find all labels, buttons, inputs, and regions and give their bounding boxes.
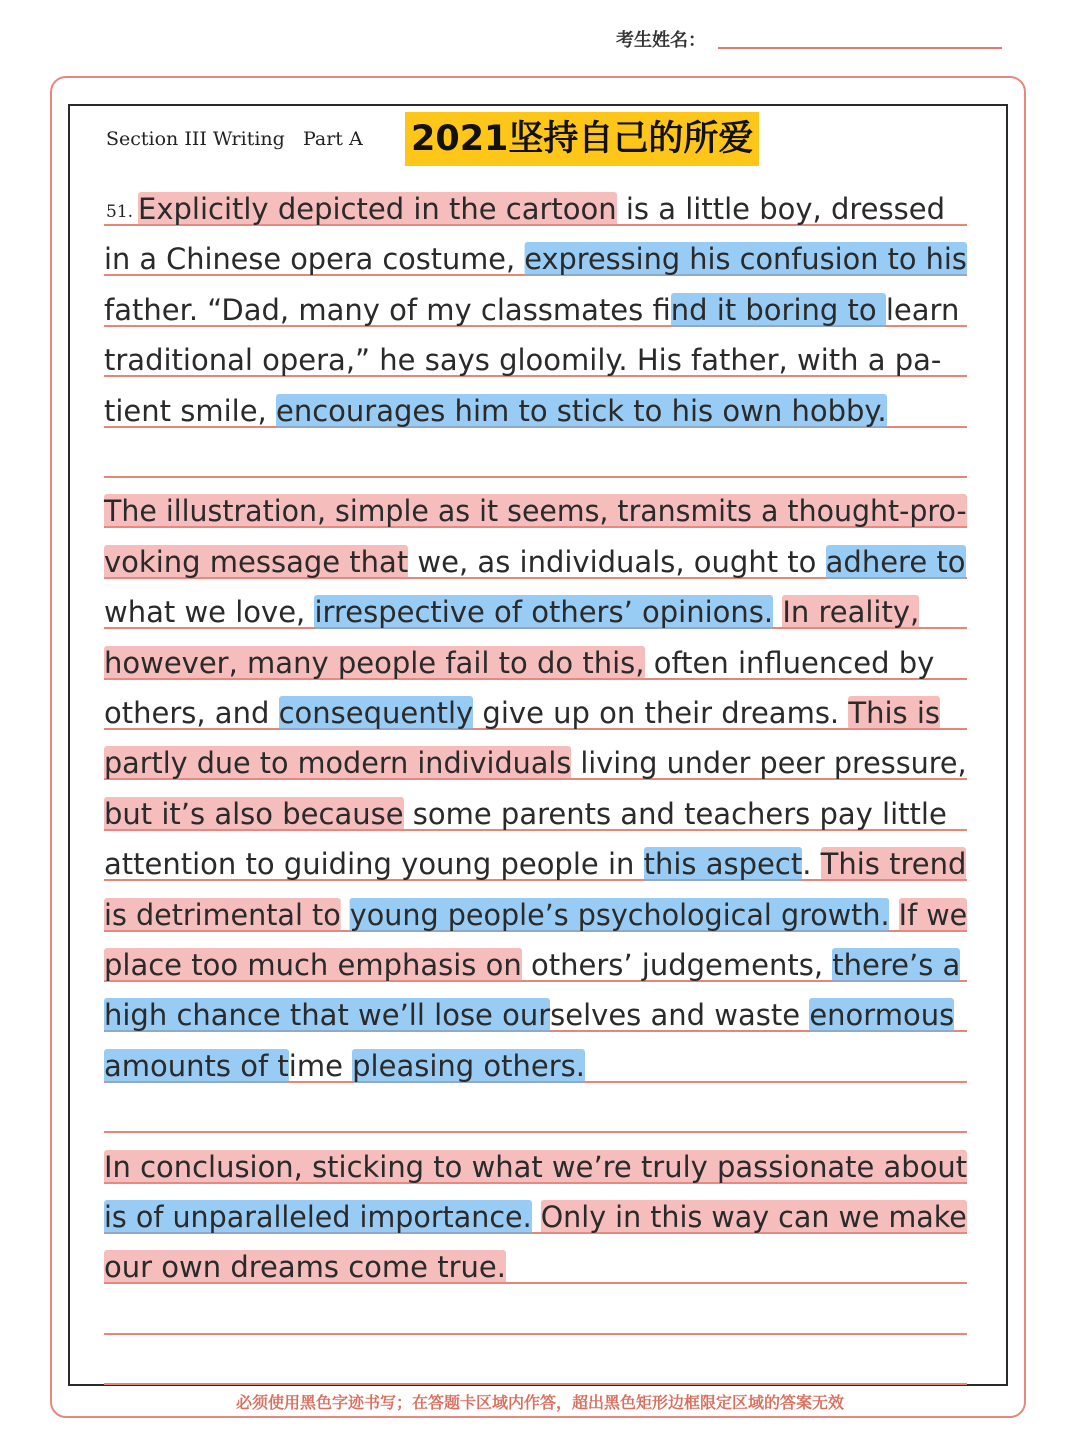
pink-highlight-phrase: If we xyxy=(898,897,968,932)
essay-text xyxy=(341,898,350,932)
blue-highlight-phrase: amounts of t xyxy=(104,1048,289,1083)
essay-line xyxy=(104,1146,966,1188)
blue-highlight-phrase: pleasing others. xyxy=(352,1048,585,1083)
essay-text: we, as individuals, ought to xyxy=(408,544,826,579)
blue-highlight-phrase: enormous xyxy=(809,998,955,1033)
candidate-name-line xyxy=(718,47,1002,49)
pink-highlight-phrase: however, many people fail to do this, xyxy=(104,645,645,680)
blue-highlight-phrase: irrespective of others’ opinions. xyxy=(314,595,774,630)
essay-text xyxy=(532,1200,541,1234)
blue-highlight-phrase: encourages him to stick to his own hobby. xyxy=(276,393,887,428)
essay-text: tient smile, xyxy=(104,393,276,428)
blue-highlight-phrase: there’s a xyxy=(832,948,961,982)
essay-text xyxy=(890,898,899,932)
essay-line xyxy=(104,642,967,684)
pink-highlight-phrase: In conclusion, sticking to what we’re truly passionate about xyxy=(104,1149,968,1184)
essay-line xyxy=(104,1196,967,1238)
essay-text: selves and waste xyxy=(550,998,810,1033)
essay-line xyxy=(104,692,967,734)
essay-text: traditional opera,” he says gloomily. His father, with a pa- xyxy=(104,343,942,378)
essay-line xyxy=(104,843,967,885)
essay-line xyxy=(104,238,967,280)
blue-highlight-phrase: young people’s psychological growth. xyxy=(349,897,890,932)
blue-highlight-phrase: consequently xyxy=(278,696,474,730)
essay-text: father. “Dad, many of my classmates f xyxy=(104,292,671,327)
essay-line xyxy=(104,944,967,986)
ruled-line xyxy=(104,1383,967,1385)
pink-highlight-phrase: but it’s also because xyxy=(104,796,404,831)
section-label: Section III Writing Part A xyxy=(106,128,363,150)
essay-text: living under peer pressure, xyxy=(571,746,967,781)
essay-line xyxy=(138,188,967,230)
essay-text: often influenced by xyxy=(644,645,935,680)
blue-highlight-phrase: high chance that we’ll lose our xyxy=(104,998,551,1033)
essay-text: others, and xyxy=(104,696,279,730)
essay-line xyxy=(104,994,967,1036)
pink-highlight-phrase: This trend xyxy=(820,847,967,882)
essay-text: others’ judgements, xyxy=(521,948,833,982)
ruled-line xyxy=(104,1333,967,1335)
pink-highlight-phrase: Only in this way can we make xyxy=(540,1200,967,1234)
essay-line xyxy=(104,1246,967,1288)
blue-highlight-phrase: is of unparalleled importance. xyxy=(104,1200,532,1234)
pink-highlight-phrase: our own dreams come true. xyxy=(104,1250,506,1285)
pink-highlight-phrase: is detrimental to xyxy=(104,897,341,932)
pink-highlight-phrase: In reality, xyxy=(782,595,920,630)
essay-text: attention to guiding young people in xyxy=(104,847,644,882)
pink-highlight-phrase: Explicitly depicted in the cartoon xyxy=(138,192,617,226)
blue-highlight-phrase: expressing his confusion to his xyxy=(524,242,967,277)
footer-instruction: 必须使用黑色字迹书写；在答题卡区域内作答，超出黑色矩形边框限定区域的答案无效 xyxy=(235,1393,844,1412)
blue-highlight-phrase: ind it boring to xyxy=(670,292,886,327)
essay-line xyxy=(104,390,967,432)
essay-line xyxy=(104,541,967,583)
blue-highlight-phrase: this aspect xyxy=(643,847,803,882)
essay-text: some parents and teachers pay little xyxy=(403,796,947,831)
essay-line xyxy=(104,1045,967,1087)
essay-text: what we love, xyxy=(104,595,315,630)
essay-text: is a little boy, dressed xyxy=(616,192,945,226)
essay-text: ime xyxy=(288,1048,353,1083)
essay-line xyxy=(104,289,967,331)
essay-line xyxy=(104,894,968,936)
essay-line xyxy=(104,793,967,835)
ruled-line xyxy=(104,1131,967,1133)
essay-text: . xyxy=(802,847,821,882)
essay-line xyxy=(104,591,967,633)
essay-text: learn xyxy=(885,292,960,327)
essay-text: give up on their dreams. xyxy=(473,696,849,730)
essay-line xyxy=(104,490,967,532)
pink-highlight-phrase: This is xyxy=(848,696,941,730)
page-title: 2021坚持自己的所爱 xyxy=(405,112,759,166)
pink-highlight-phrase: voking message that xyxy=(104,544,409,579)
pink-highlight-phrase: place too much emphasis on xyxy=(104,948,522,982)
candidate-name-label: 考生姓名： xyxy=(616,30,706,51)
pink-highlight-phrase: The illustration, simple as it seems, transmits a thought-pro- xyxy=(104,494,967,529)
ruled-line xyxy=(104,476,967,478)
essay-text xyxy=(773,595,782,629)
essay-text: in a Chinese opera costume, xyxy=(104,242,525,277)
pink-highlight-phrase: partly due to modern individuals xyxy=(104,746,572,781)
question-number: 51. xyxy=(106,202,134,222)
essay-line xyxy=(104,742,967,784)
blue-highlight-phrase: adhere to xyxy=(825,544,966,579)
essay-line xyxy=(104,339,967,381)
